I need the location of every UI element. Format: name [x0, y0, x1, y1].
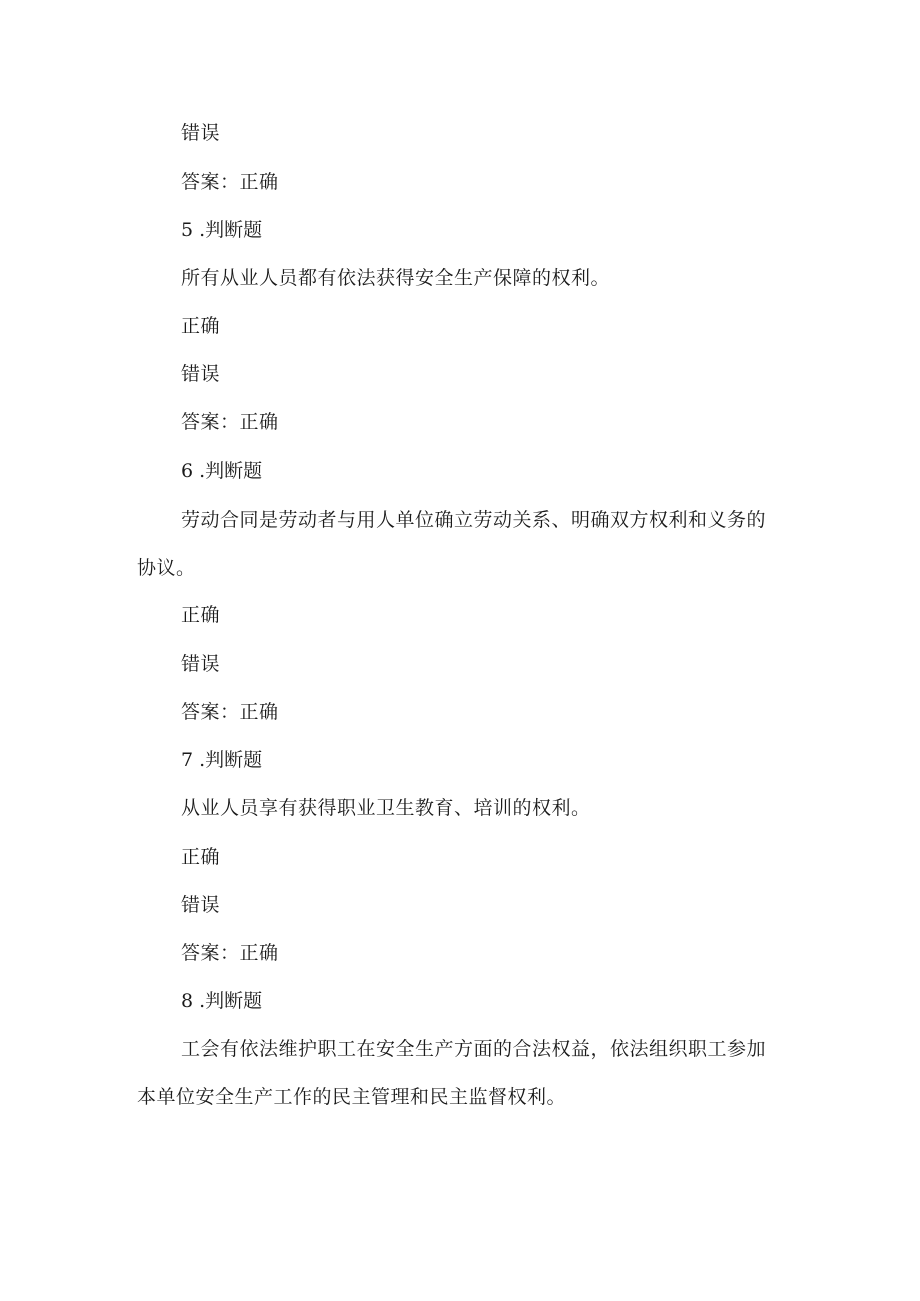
option-correct-q5: 正确 [181, 315, 221, 337]
question-heading-8: 8 .判断题 [181, 990, 263, 1012]
answer-q6: 答案：正确 [181, 701, 279, 723]
question-text-5: 所有从业人员都有依法获得安全生产保障的权利。 [181, 267, 611, 289]
question-heading-7: 7 .判断题 [181, 749, 263, 771]
question-text-8-line2: 本单位安全生产工作的民主管理和民主监督权利。 [137, 1086, 567, 1108]
question-text-6-line1: 劳动合同是劳动者与用人单位确立劳动关系、明确双方权利和义务的 [181, 509, 767, 531]
answer-q5: 答案：正确 [181, 411, 279, 433]
option-wrong-q7: 错误 [181, 894, 221, 916]
answer-q4: 答案：正确 [181, 171, 279, 193]
question-text-6-line2: 协议。 [137, 557, 196, 579]
option-wrong-q5: 错误 [181, 363, 221, 385]
option-correct-q7: 正确 [181, 846, 221, 868]
answer-q7: 答案：正确 [181, 942, 279, 964]
option-correct-q6: 正确 [181, 604, 221, 626]
question-text-7: 从业人员享有获得职业卫生教育、培训的权利。 [181, 797, 591, 819]
option-wrong-q6: 错误 [181, 653, 221, 675]
option-wrong-q4: 错误 [181, 122, 221, 144]
question-heading-5: 5 .判断题 [181, 219, 263, 241]
question-text-8-line1: 工会有依法维护职工在安全生产方面的合法权益，依法组织职工参加 [181, 1038, 767, 1060]
question-heading-6: 6 .判断题 [181, 460, 263, 482]
